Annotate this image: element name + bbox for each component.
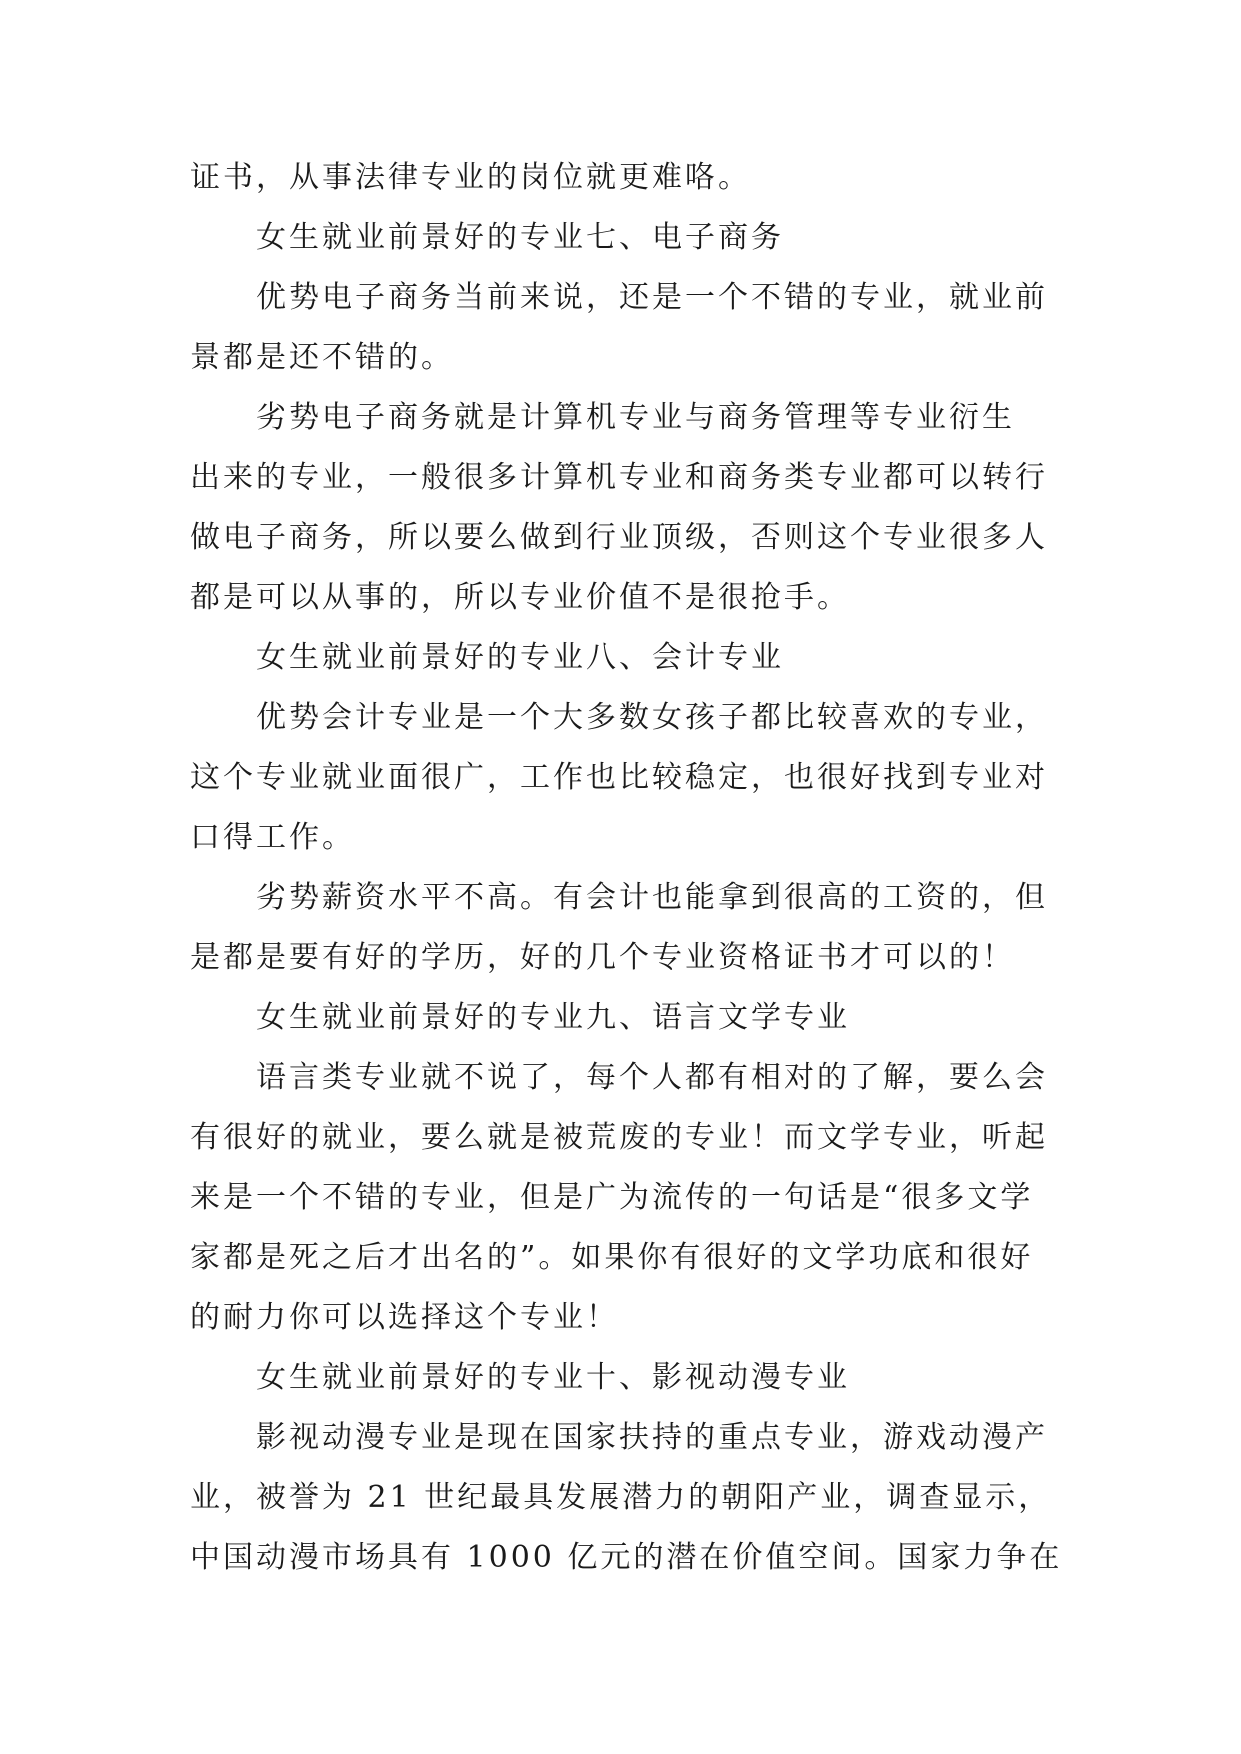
text-line: 证书，从事法律专业的岗位就更难咯。 bbox=[190, 160, 751, 195]
text-line: 是都是要有好的学历，好的几个专业资格证书才可以的！ bbox=[190, 940, 1015, 975]
text-line: 的耐力你可以选择这个专业！ bbox=[190, 1300, 619, 1335]
text-line: 口得工作。 bbox=[190, 820, 355, 855]
text-line: 这个专业就业面很广，工作也比较稳定，也很好找到专业对 bbox=[190, 760, 1048, 795]
text-line: 出来的专业，一般很多计算机专业和商务类专业都可以转行 bbox=[190, 460, 1048, 495]
document-body bbox=[190, 148, 1063, 1588]
text-line: 优势会计专业是一个大多数女孩子都比较喜欢的专业， bbox=[256, 700, 1048, 735]
section-heading-ten: 女生就业前景好的专业十、影视动漫专业 bbox=[256, 1360, 850, 1395]
section-heading-nine: 女生就业前景好的专业九、语言文学专业 bbox=[256, 1000, 850, 1035]
text-line: 影视动漫专业是现在国家扶持的重点专业，游戏动漫产 bbox=[256, 1420, 1048, 1455]
text-line: 来是一个不错的专业，但是广为流传的一句话是“很多文学 bbox=[190, 1180, 1034, 1215]
section-heading-seven: 女生就业前景好的专业七、电子商务 bbox=[256, 220, 784, 255]
text-line: 都是可以从事的，所以专业价值不是很抢手。 bbox=[190, 580, 850, 615]
text-line: 语言类专业就不说了，每个人都有相对的了解，要么会 bbox=[256, 1060, 1048, 1095]
text-line: 优势电子商务当前来说，还是一个不错的专业，就业前 bbox=[256, 280, 1048, 315]
text-line: 景都是还不错的。 bbox=[190, 340, 454, 375]
text-line: 做电子商务，所以要么做到行业顶级，否则这个专业很多人 bbox=[190, 520, 1048, 555]
section-heading-eight: 女生就业前景好的专业八、会计专业 bbox=[256, 640, 784, 675]
text-line: 劣势薪资水平不高。有会计也能拿到很高的工资的，但 bbox=[256, 880, 1048, 915]
text-line: 业，被誉为 21 世纪最具发展潜力的朝阳产业，调查显示， bbox=[190, 1480, 1052, 1515]
text-line: 家都是死之后才出名的”。如果你有很好的文学功底和很好 bbox=[190, 1240, 1034, 1275]
text-line: 劣势电子商务就是计算机专业与商务管理等专业衍生 bbox=[256, 400, 1015, 435]
text-line: 有很好的就业，要么就是被荒废的专业！而文学专业，听起 bbox=[190, 1120, 1048, 1155]
text-line: 中国动漫市场具有 1000 亿元的潜在价值空间。国家力争在 bbox=[190, 1540, 1063, 1575]
